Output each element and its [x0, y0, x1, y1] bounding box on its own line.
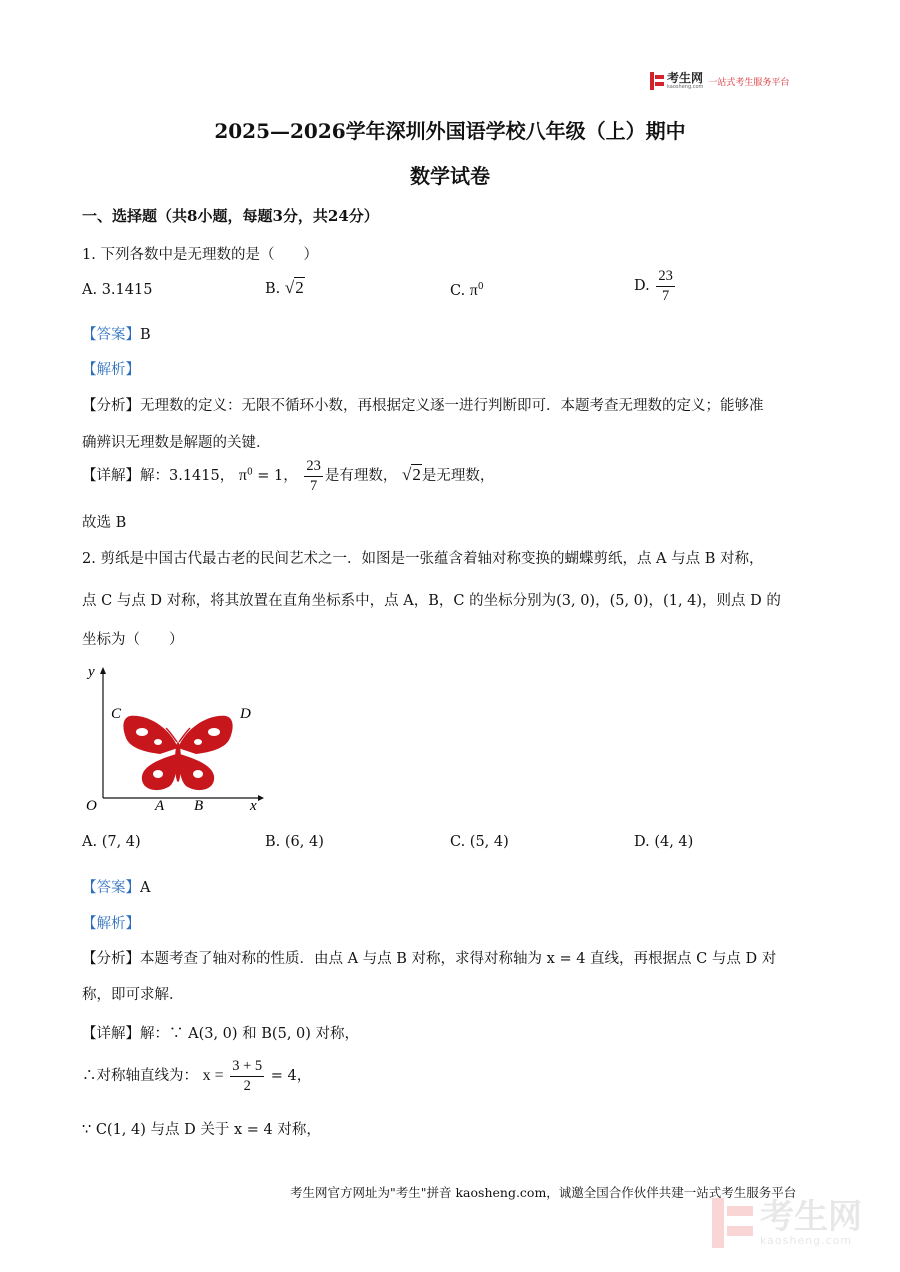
q2-xiangjie: 【详解】解：∵ A(3, 0) 和 B(5, 0) 对称，: [82, 1026, 360, 1042]
q2-stem-line2: 点 C 与点 D 对称，将其放置在直角坐标系中，点 A，B，C 的坐标分别为(3, 0)，(5, 0)，(1, 4)，则点 D 的: [82, 593, 781, 609]
logo-slogan: 一站式考生服务平台: [708, 77, 790, 88]
x-axis-arrow: [258, 795, 264, 801]
q1-answer: 【答案】B: [82, 327, 151, 343]
q2-fenxi: 【分析】本题考查了轴对称的性质．由点 A 与点 B 对称，求得对称轴为 x = 4 直线，再根据点 C 与点 D 对: [82, 951, 777, 967]
q2-jiexi: 【解析】: [82, 916, 140, 932]
y-axis-arrow: [100, 667, 106, 674]
q2-option-b: B. (6, 4): [265, 834, 324, 850]
q2-stem-line3: 坐标为（ ）: [82, 632, 184, 648]
label-d: D: [240, 706, 251, 722]
q2-option-d: D. (4, 4): [634, 834, 694, 850]
q2-step2: ∴对称轴直线为： x = $\frac{3 + 5}{2}$ = 4，: [82, 1058, 312, 1094]
q2-step3: ∵ C(1, 4) 与点 D 关于 x = 4 对称，: [82, 1122, 321, 1138]
butterfly-papercut: [123, 716, 232, 790]
q1-xiangjie: 【详解】解：3.1415， $\pi^0 = 1$， $\frac{23}{7}$ 是有理数， √2是无理数，: [82, 458, 495, 494]
label-y: y: [88, 664, 95, 680]
section-heading: 一、选择题（共8小题，每题3分，共24分）: [82, 207, 379, 225]
exam-title: 2025—2026学年深圳外国语学校八年级（上）期中: [214, 119, 686, 143]
q2-option-c: C. (5, 4): [450, 834, 509, 850]
logo-url: kaosheng.com: [667, 84, 704, 90]
label-b: B: [194, 798, 204, 814]
watermark: [712, 1198, 862, 1248]
q2-figure: [78, 658, 268, 818]
q1-option-a: A. 3.1415: [82, 282, 153, 298]
exam-subtitle: 数学试卷: [410, 164, 490, 188]
q2-option-a: A. (7, 4): [82, 834, 141, 850]
q2-fenxi-cont: 称，即可求解．: [82, 987, 184, 1003]
label-o: O: [86, 798, 97, 814]
q1-stem: 1. 下列各数中是无理数的是（ ）: [82, 247, 318, 263]
watermark-logo-icon: [712, 1198, 756, 1248]
q1-jiexi: 【解析】: [82, 362, 140, 378]
footer-text: 考生网官方网址为"考生"拼音 kaosheng.com，诚邀全国合作伙伴共建一站式考生服务平台: [290, 1185, 797, 1200]
label-x: x: [250, 798, 257, 814]
kaosheng-logo-icon: [650, 72, 664, 90]
label-a: A: [155, 798, 165, 814]
q1-conclusion: 故选 B: [82, 515, 127, 531]
q1-option-d: D. $\frac{23}{7}$: [634, 268, 673, 304]
watermark-url: kaosheng.com: [760, 1233, 853, 1247]
q2-stem-line1: 2. 剪纸是中国古代最古老的民间艺术之一．如图是一张蕴含着轴对称变换的蝴蝶剪纸，点 A 与点 B 对称，: [82, 551, 764, 567]
q1-fenxi-cont: 确辨识无理数是解题的关键．: [82, 435, 271, 451]
q1-fenxi: 【分析】无理数的定义：无限不循环小数，再根据定义逐一进行判断即可．本题考查无理数的定义；能够准: [82, 398, 764, 414]
label-c: C: [111, 706, 122, 722]
q1-option-b: B. √2: [265, 278, 304, 297]
logo-name: 考生网: [667, 71, 704, 85]
header-logo: [650, 72, 789, 90]
q2-answer: 【答案】A: [82, 880, 151, 896]
q1-option-c: C. $\pi^0$: [450, 282, 484, 299]
watermark-name: 考生网: [760, 1196, 862, 1237]
